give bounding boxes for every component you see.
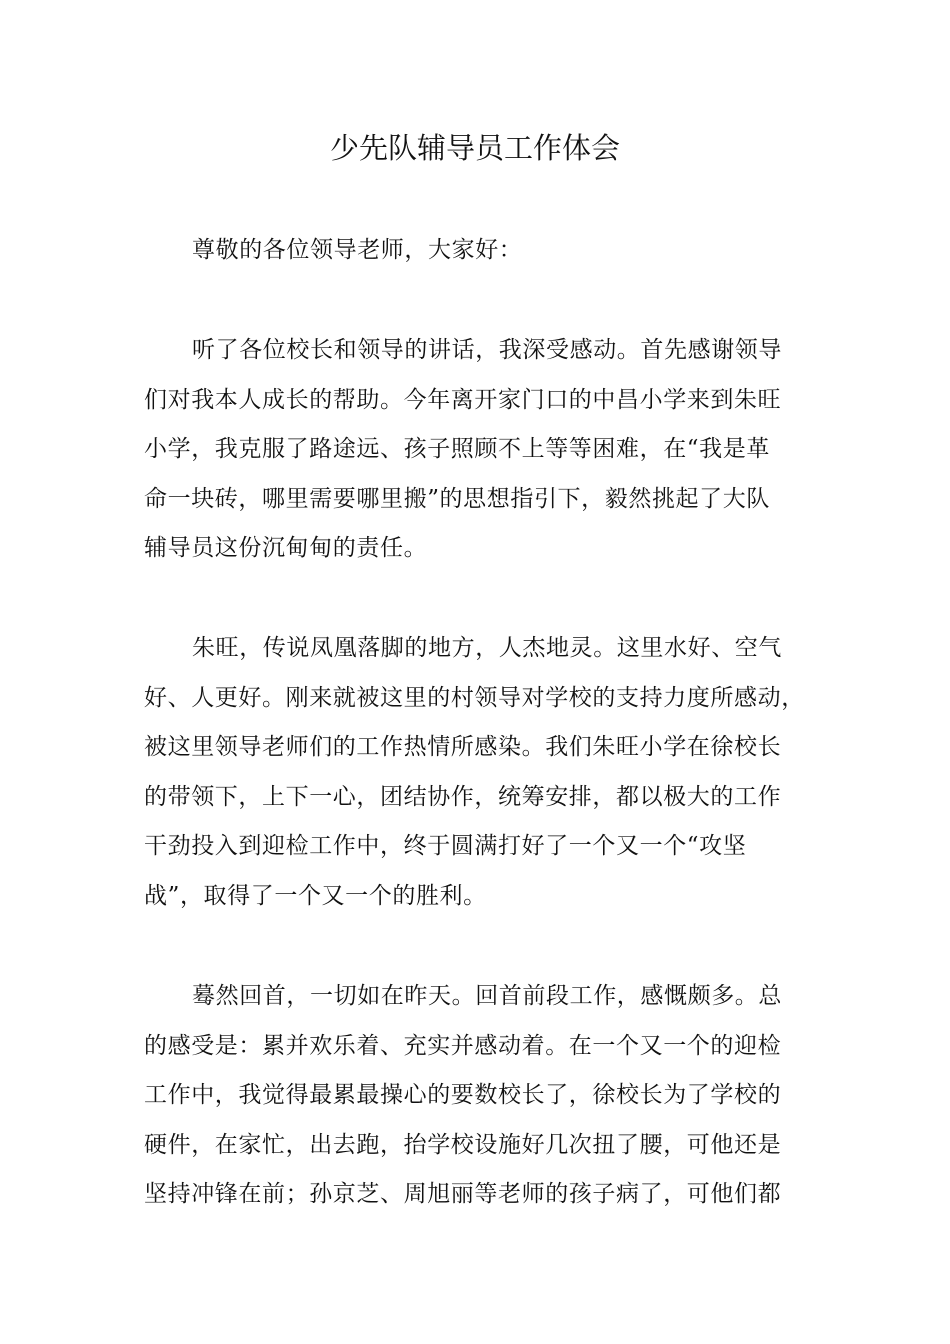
paragraph-1 (144, 326, 844, 574)
paragraph-line: 小学，我克服了路途远、孩子照顾不上等等困难，在“我是革 (144, 436, 770, 463)
paragraph-line: 们对我本人成长的帮助。今年离开家门口的中昌小学来到朱旺 (144, 386, 782, 413)
paragraph-line: 战”，取得了一个又一个的胜利。 (144, 882, 487, 909)
paragraph-line: 好、人更好。刚来就被这里的村领导对学校的支持力度所感动， (144, 684, 805, 711)
paragraph-3 (144, 972, 844, 1220)
paragraph-line: 命一块砖，哪里需要哪里搬”的思想指引下，毅然挑起了大队 (144, 485, 770, 512)
paragraph-line: 工作中，我觉得最累最操心的要数校长了，徐校长为了学校的 (144, 1082, 782, 1109)
document-title: 少先队辅导员工作体会 (329, 131, 620, 165)
greeting-paragraph (144, 226, 844, 276)
greeting-line: 尊敬的各位领导老师，大家好： (192, 237, 523, 263)
paragraph-line: 的感受是：累并欢乐着、充实并感动着。在一个又一个的迎检 (144, 1032, 782, 1059)
paragraph-line: 听了各位校长和领导的讲话，我深受感动。首先感谢领导 (192, 337, 782, 363)
paragraph-line: 朱旺，传说凤凰落脚的地方，人杰地灵。这里水好、空气 (192, 635, 782, 661)
paragraph-line: 干劲投入到迎检工作中，终于圆满打好了一个又一个“攻坚 (144, 833, 747, 860)
paragraph-line: 蓦然回首，一切如在昨天。回首前段工作，感慨颇多。总 (192, 983, 782, 1009)
paragraph-2 (144, 624, 844, 922)
paragraph-line: 坚持冲锋在前；孙京芝、周旭丽等老师的孩子病了，可他们都 (144, 1181, 782, 1208)
paragraph-line: 被这里领导老师们的工作热情所感染。我们朱旺小学在徐校长 (144, 734, 782, 761)
paragraph-line: 的带领下，上下一心，团结协作，统筹安排，都以极大的工作 (144, 783, 782, 810)
paragraph-line: 硬件，在家忙，出去跑，抬学校设施好几次扭了腰，可他还是 (144, 1131, 782, 1158)
paragraph-line: 辅导员这份沉甸甸的责任。 (144, 535, 428, 562)
